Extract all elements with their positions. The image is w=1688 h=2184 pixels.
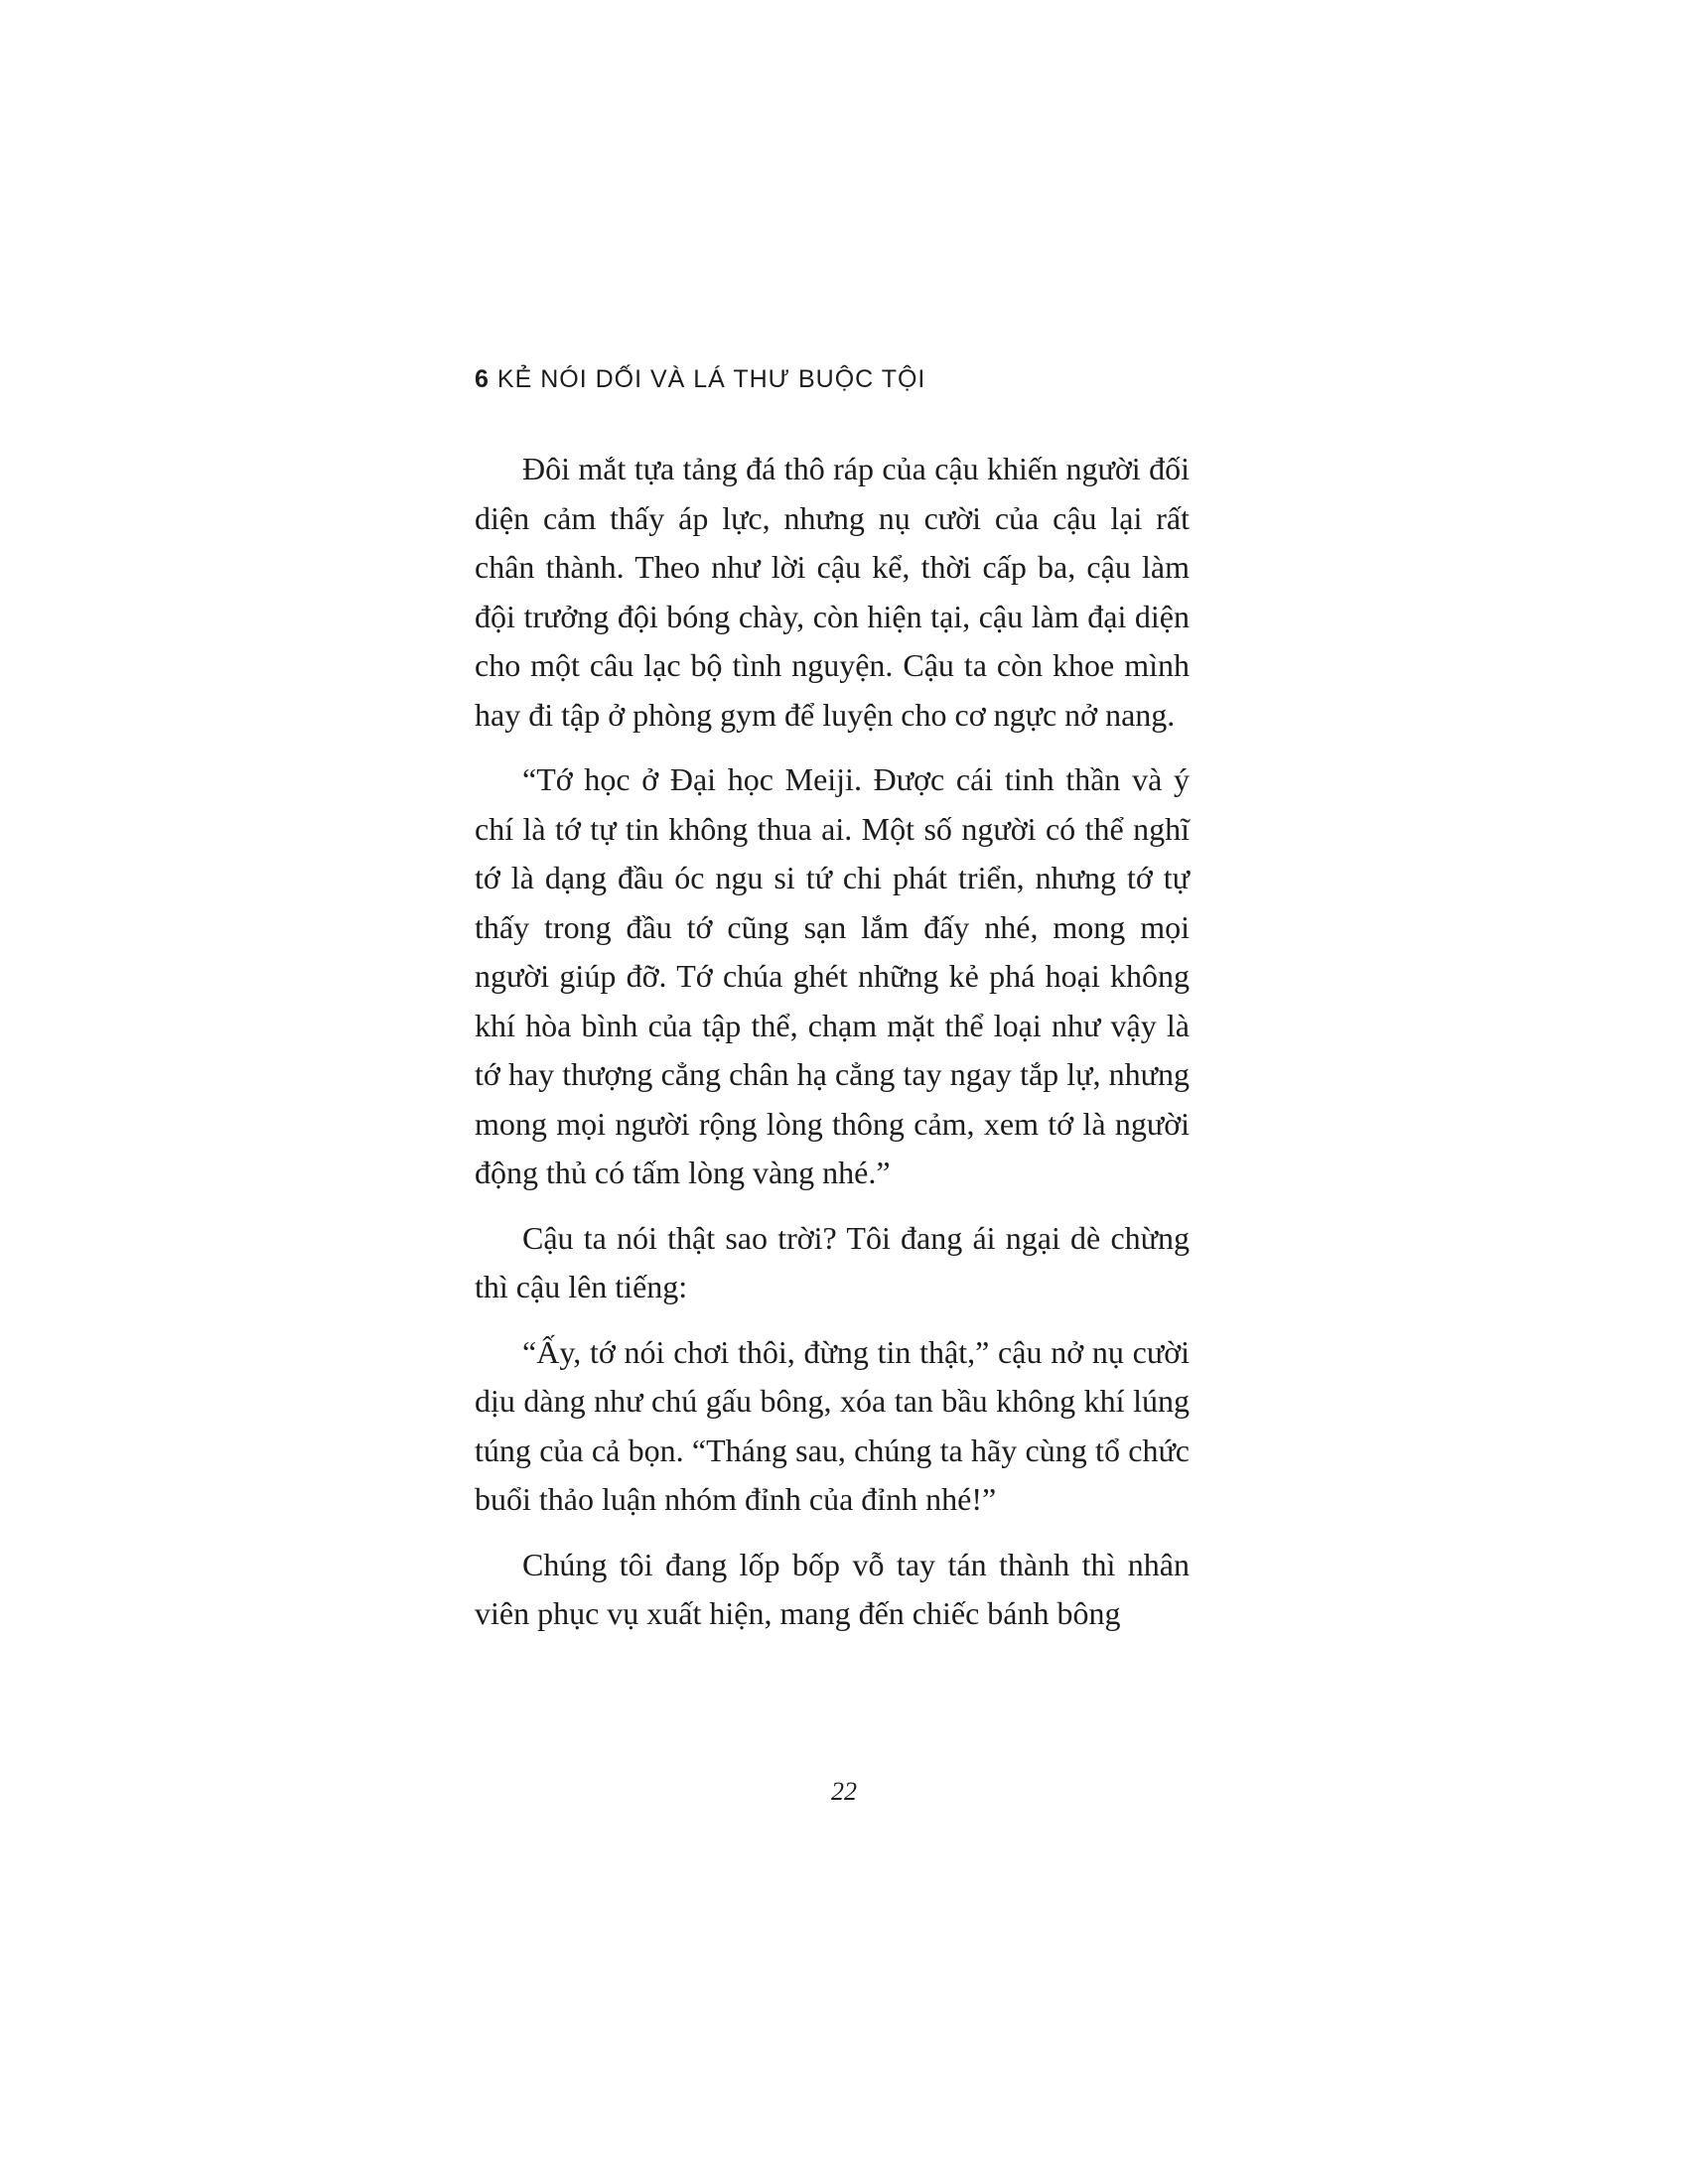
running-head <box>475 363 925 395</box>
paragraph: Cậu ta nói thật sao trời? Tôi đang ái ngại dè chừng thì cậu lên tiếng: <box>475 1219 1190 1304</box>
chapter-number: 6 <box>475 365 490 393</box>
chapter-title: KẺ NÓI DỐI VÀ LÁ THƯ BUỘC TỘI <box>496 365 926 393</box>
paragraph: Chúng tôi đang lốp bốp vỗ tay tán thành thì nhân viên phục vụ xuất hiện, mang đến chiếc bánh bông <box>475 1546 1190 1631</box>
paragraph: “Tớ học ở Đại học Meiji. Được cái tinh thần và ý chí là tớ tự tin không thua ai. Một số người có thể nghĩ tớ là dạng đầu óc ngu si tứ chi phát triển, nhưng tớ tự thấy trong đầu tớ cũng sạn lắm đấy nhé, mong mọi người giúp đỡ. Tớ chúa ghét những kẻ phá hoại không khí hòa bình của tập thể, chạm mặt thể loại như vậy là tớ hay thượng cẳng chân hạ cẳng tay ngay tắp lự, nhưng mong mọi người rộng lòng thông cảm, xem tớ là người động thủ có tấm lòng vàng nhé.” <box>475 761 1190 1190</box>
page-number: 22 <box>831 1777 857 1806</box>
paragraph: “Ấy, tớ nói chơi thôi, đừng tin thật,” cậu nở nụ cười dịu dàng như chú gấu bông, xóa tan bầu không khí lúng túng của cả bọn. “Tháng sau, chúng ta hãy cùng tổ chức buổi thảo luận nhóm đỉnh của đỉnh nhé!” <box>475 1333 1190 1517</box>
body-text <box>475 445 1190 1655</box>
paragraph: Đôi mắt tựa tảng đá thô ráp của cậu khiến người đối diện cảm thấy áp lực, nhưng nụ cười của cậu lại rất chân thành. Theo như lời cậu kể, thời cấp ba, cậu làm đội trưởng đội bóng chày, còn hiện tại, cậu làm đại diện cho một câu lạc bộ tình nguyện. Cậu ta còn khoe mình hay đi tập ở phòng gym để luyện cho cơ ngực nở nang. <box>475 451 1190 733</box>
